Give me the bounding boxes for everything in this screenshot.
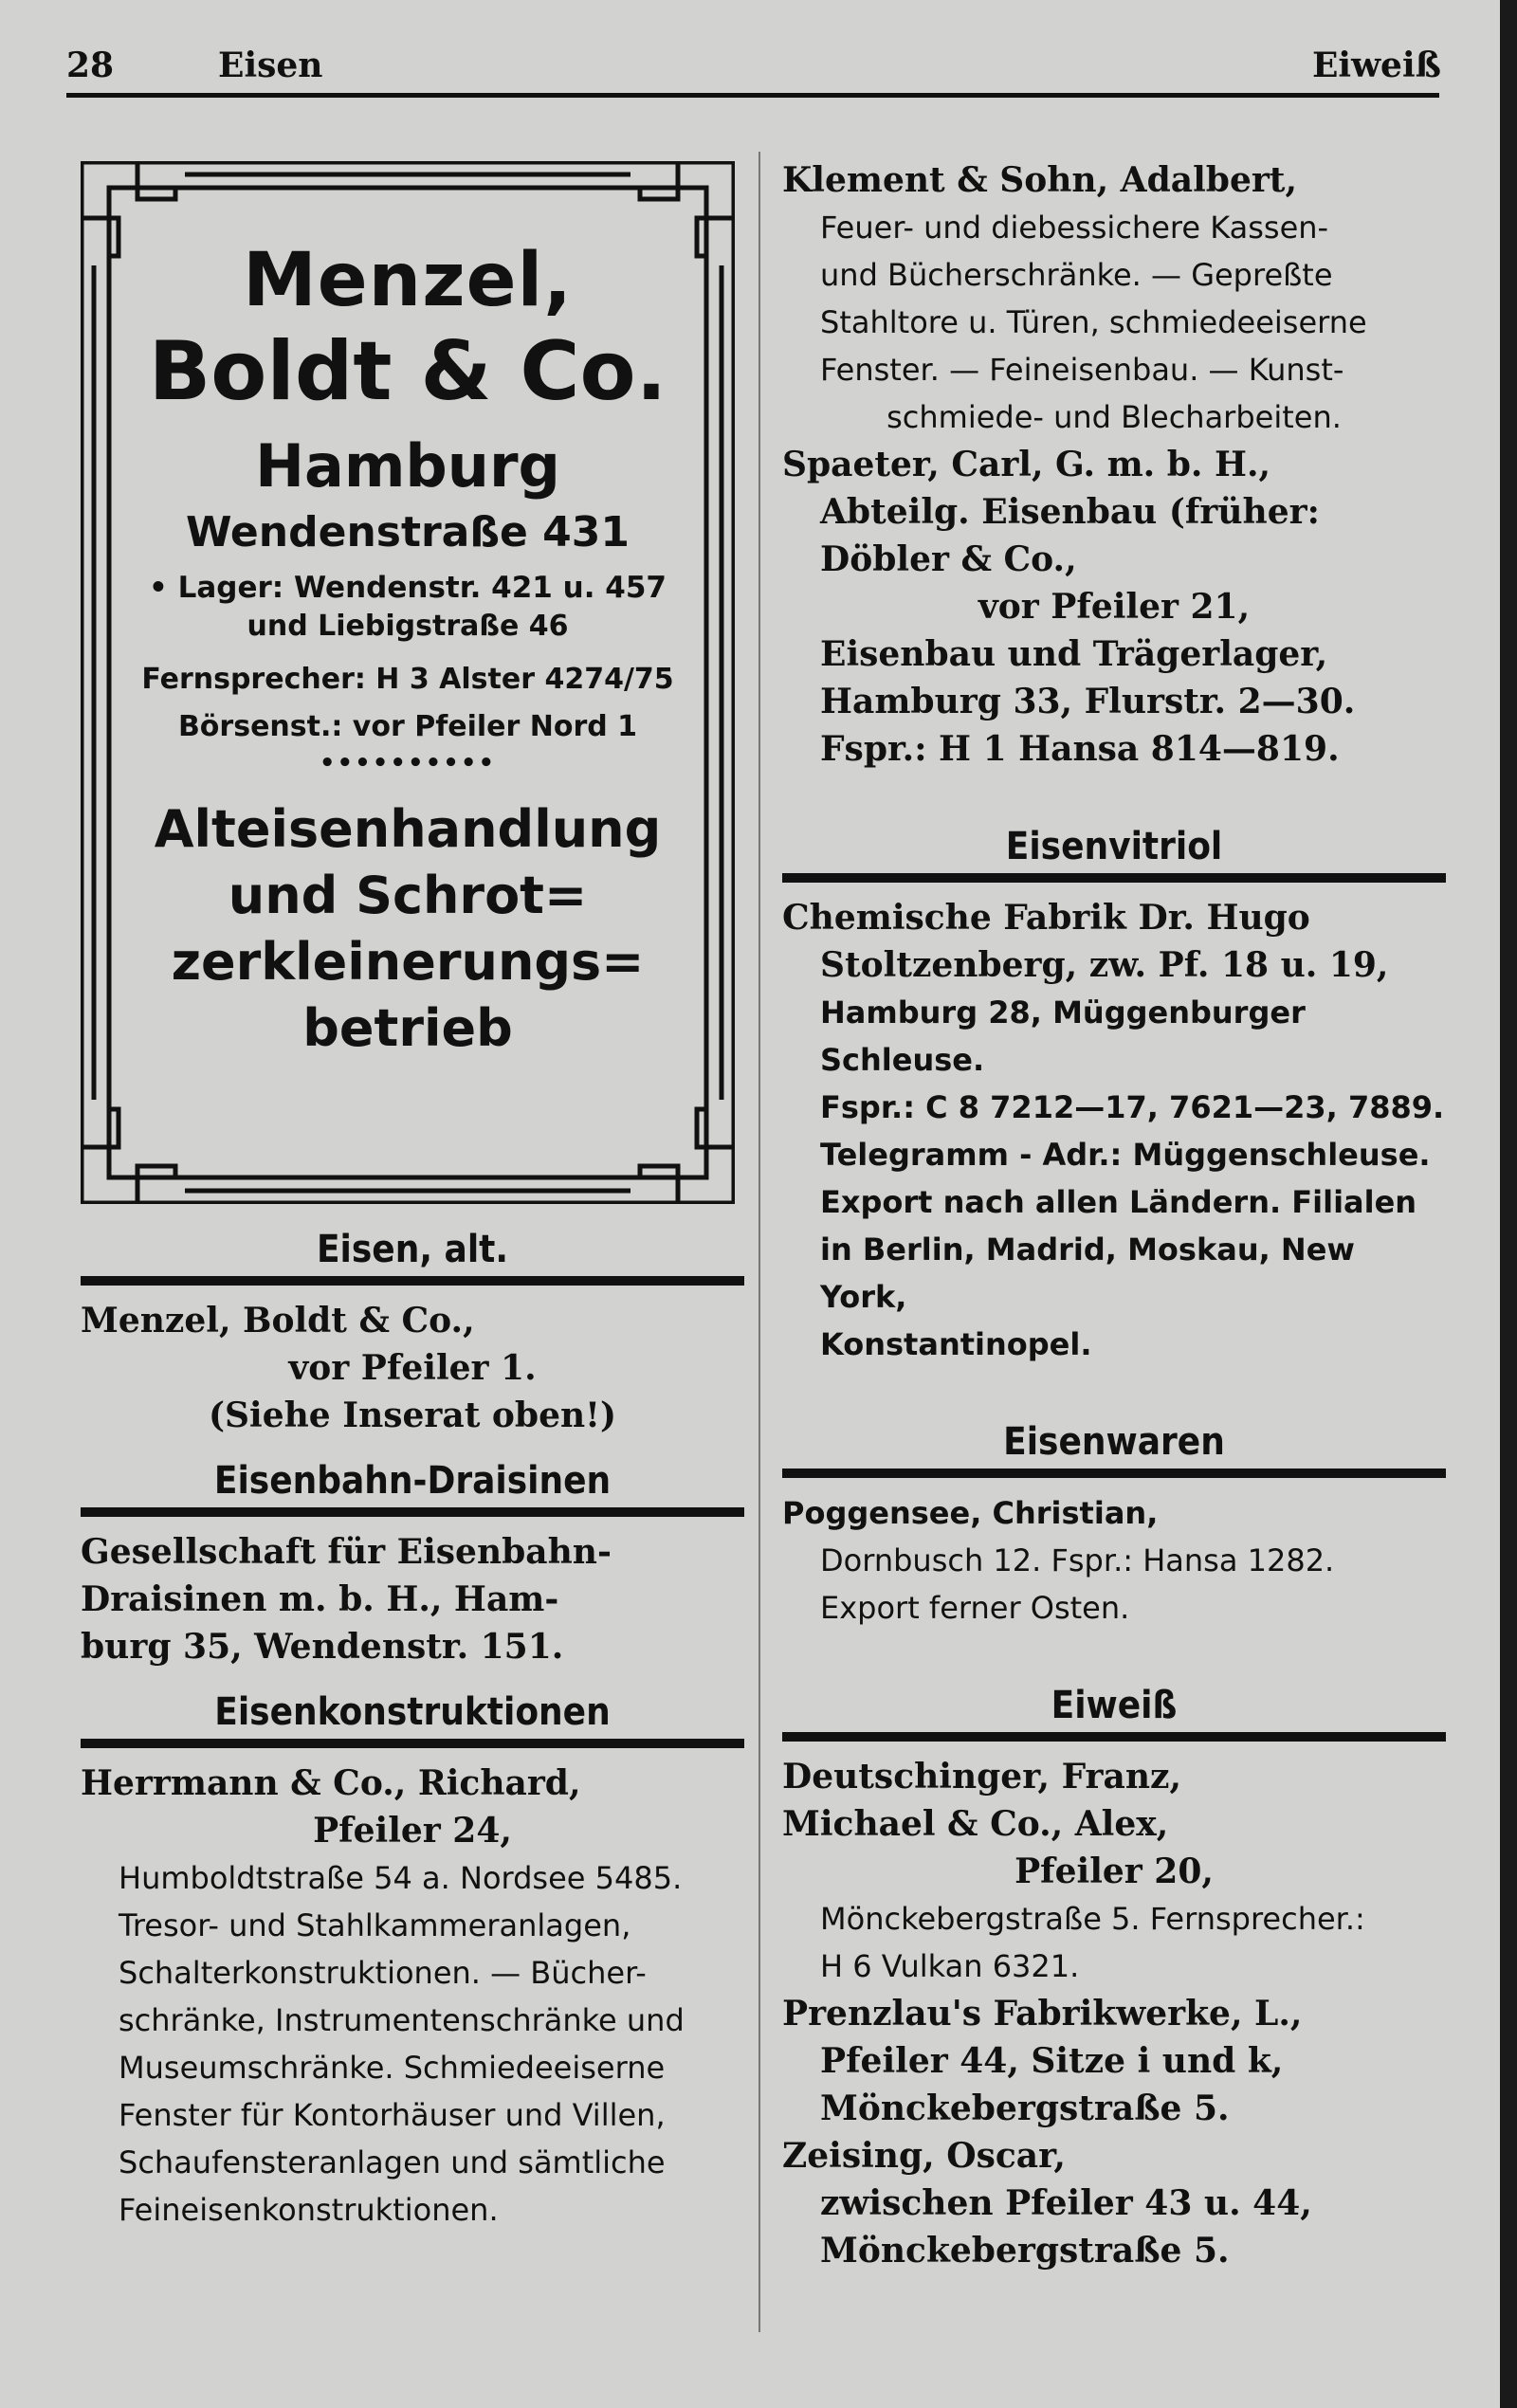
listing-line: Herrmann & Co., Richard, xyxy=(81,1763,581,1803)
section-rule xyxy=(81,1507,744,1517)
listing-line: Mönckebergstraße 5. xyxy=(820,2231,1230,2271)
listing-line: Klement & Sohn, Adalbert, xyxy=(782,160,1297,200)
ad-phone: Fernsprecher: H 3 Alster 4274/75 xyxy=(141,663,674,696)
ad-content xyxy=(137,237,678,1062)
listing-line: Pfeiler 44, Sitze i und k, xyxy=(820,2041,1284,2081)
listing-text: Mönckebergstraße 5. Fernsprecher.: xyxy=(820,1901,1365,1937)
listing-line: Fspr.: H 1 Hansa 814—819. xyxy=(820,729,1340,769)
ad-company-name-line2: Boldt & Co. xyxy=(148,324,667,419)
listing-line: Eisenbau und Trägerlager, xyxy=(820,634,1328,674)
listing-spaeter xyxy=(782,441,1446,773)
section-rule xyxy=(782,1469,1446,1478)
section-rule xyxy=(81,1739,744,1748)
listing-herrmann xyxy=(81,1760,744,2234)
listing-chemische-fabrik xyxy=(782,894,1446,1368)
listing-text: Dornbusch 12. Fspr.: Hansa 1282. xyxy=(820,1542,1335,1578)
ad-business-line3: zerkleinerungs= xyxy=(171,932,645,992)
listing-text: Humboldtstraße 54 a. Nordsee 5485. xyxy=(119,1860,683,1896)
scan-edge xyxy=(1500,0,1517,2408)
listing-gesellschaft-draisinen xyxy=(81,1528,744,1670)
listing-text: Feineisenkonstruktionen. xyxy=(119,2192,499,2228)
listing-klement xyxy=(782,156,1446,441)
listing-michael xyxy=(782,1800,1446,1990)
listing-text: Fenster für Kontorhäuser und Villen, xyxy=(119,2097,666,2133)
header-left-keyword: Eisen xyxy=(218,46,323,85)
ad-dotted-separator: •••••••••• xyxy=(319,749,497,777)
listing-line: vor Pfeiler 1. xyxy=(288,1348,537,1388)
ad-business-line4: betrieb xyxy=(302,998,513,1058)
section-heading-eisenbahn-draisinen: Eisenbahn-Draisinen xyxy=(213,1459,612,1503)
header-rule xyxy=(66,93,1439,98)
listing-line: Stoltzenberg, zw. Pf. 18 u. 19, xyxy=(820,945,1389,985)
section-heading-eisenvitriol: Eisenvitriol xyxy=(1005,825,1223,868)
ad-business-line1: Alteisenhandlung xyxy=(154,799,662,859)
ad-city: Hamburg xyxy=(255,431,560,501)
listing-text: Schaufensteranlagen und sämtliche xyxy=(119,2144,666,2180)
listing-prenzlau xyxy=(782,1990,1446,2132)
ad-exchange-stand: Börsenst.: vor Pfeiler Nord 1 xyxy=(177,710,638,743)
listing-line: Deutschinger, Franz, xyxy=(782,1757,1181,1797)
listing-line: Menzel, Boldt & Co., xyxy=(81,1301,475,1341)
listing-line: Zeising, Oscar, xyxy=(782,2136,1066,2176)
section-heading-eiweiss: Eiweiß xyxy=(1051,1684,1178,1727)
section-rule xyxy=(782,873,1446,883)
listing-line: Hamburg 28, Müggenburger Schleuse. xyxy=(820,994,1306,1078)
listing-line: Poggensee, Christian, xyxy=(782,1495,1159,1531)
listing-line: Pfeiler 24, xyxy=(313,1811,512,1851)
listing-menzel xyxy=(81,1297,744,1439)
listing-line: vor Pfeiler 21, xyxy=(978,587,1251,627)
listing-line: zwischen Pfeiler 43 u. 44, xyxy=(820,2183,1312,2223)
listing-text: Museumschränke. Schmiedeeiserne xyxy=(119,2050,666,2086)
listing-line: Michael & Co., Alex, xyxy=(782,1804,1169,1844)
listing-line: burg 35, Wendenstr. 151. xyxy=(81,1627,564,1667)
listing-line: Mönckebergstraße 5. xyxy=(820,2089,1230,2128)
advertisement xyxy=(81,161,735,1204)
listing-line: Konstantinopel. xyxy=(820,1326,1092,1362)
ad-street: Wendenstraße 431 xyxy=(185,508,631,556)
listing-text: Feuer- und diebessichere Kassen- xyxy=(820,210,1329,246)
header-right-keyword: Eiweiß xyxy=(1311,46,1441,85)
column-divider xyxy=(758,152,760,2332)
section-heading-eisen-alt: Eisen, alt. xyxy=(316,1228,509,1271)
listing-line: Telegramm - Adr.: Müggenschleuse. xyxy=(820,1137,1431,1173)
listing-line: Export nach allen Ländern. Filialen xyxy=(820,1184,1417,1220)
ad-business-line2: und Schrot= xyxy=(228,866,588,925)
listing-line: Prenzlau's Fabrikwerke, L., xyxy=(782,1994,1303,2034)
left-column xyxy=(81,161,744,2234)
listing-text: Export ferner Osten. xyxy=(820,1590,1130,1626)
listing-text: schmiede- und Blecharbeiten. xyxy=(886,399,1342,435)
section-heading-eisenwaren: Eisenwaren xyxy=(1003,1420,1225,1464)
listing-line: Fspr.: C 8 7212—17, 7621—23, 7889. xyxy=(820,1089,1445,1125)
listing-zeising xyxy=(782,2132,1446,2274)
page-number: 28 xyxy=(66,46,115,85)
section-rule xyxy=(782,1732,1446,1742)
ad-storage-line1: • Lager: Wendenstr. 421 u. 457 xyxy=(149,571,667,605)
section-heading-eisenkonstruktionen: Eisenkonstruktionen xyxy=(214,1690,611,1734)
listing-text: schränke, Instrumentenschränke und xyxy=(119,2002,685,2038)
listing-line: Gesellschaft für Eisenbahn- xyxy=(81,1532,612,1572)
ad-storage-line2: und Liebigstraße 46 xyxy=(247,610,569,643)
listing-poggensee xyxy=(782,1489,1446,1632)
listing-text: Tresor- und Stahlkammeranlagen, xyxy=(119,1907,631,1943)
listing-line: Pfeiler 20, xyxy=(1014,1852,1214,1891)
listing-line: Draisinen m. b. H., Ham- xyxy=(81,1579,559,1619)
listing-line: Döbler & Co., xyxy=(820,539,1077,579)
listing-line: Hamburg 33, Flurstr. 2—30. xyxy=(820,682,1356,721)
listing-line: Spaeter, Carl, G. m. b. H., xyxy=(782,445,1271,484)
ad-company-name-line1: Menzel, xyxy=(243,238,573,323)
listing-line: Chemische Fabrik Dr. Hugo xyxy=(782,898,1310,938)
page-header xyxy=(66,46,1441,93)
listing-deutschinger xyxy=(782,1753,1446,1800)
listing-line: Abteilg. Eisenbau (früher: xyxy=(820,492,1320,532)
listing-text: Schalterkonstruktionen. — Bücher- xyxy=(119,1955,647,1991)
listing-text: Fenster. — Feineisenbau. — Kunst- xyxy=(820,352,1344,388)
listing-text: Stahltore u. Türen, schmiedeeiserne xyxy=(820,304,1367,340)
listing-line: in Berlin, Madrid, Moskau, New York, xyxy=(820,1231,1355,1315)
listing-line: (Siehe Inserat oben!) xyxy=(209,1396,616,1435)
listing-text: und Bücherschränke. — Gepreßte xyxy=(820,257,1333,293)
section-rule xyxy=(81,1276,744,1286)
listing-text: H 6 Vulkan 6321. xyxy=(820,1948,1080,1984)
right-column xyxy=(782,156,1446,2274)
